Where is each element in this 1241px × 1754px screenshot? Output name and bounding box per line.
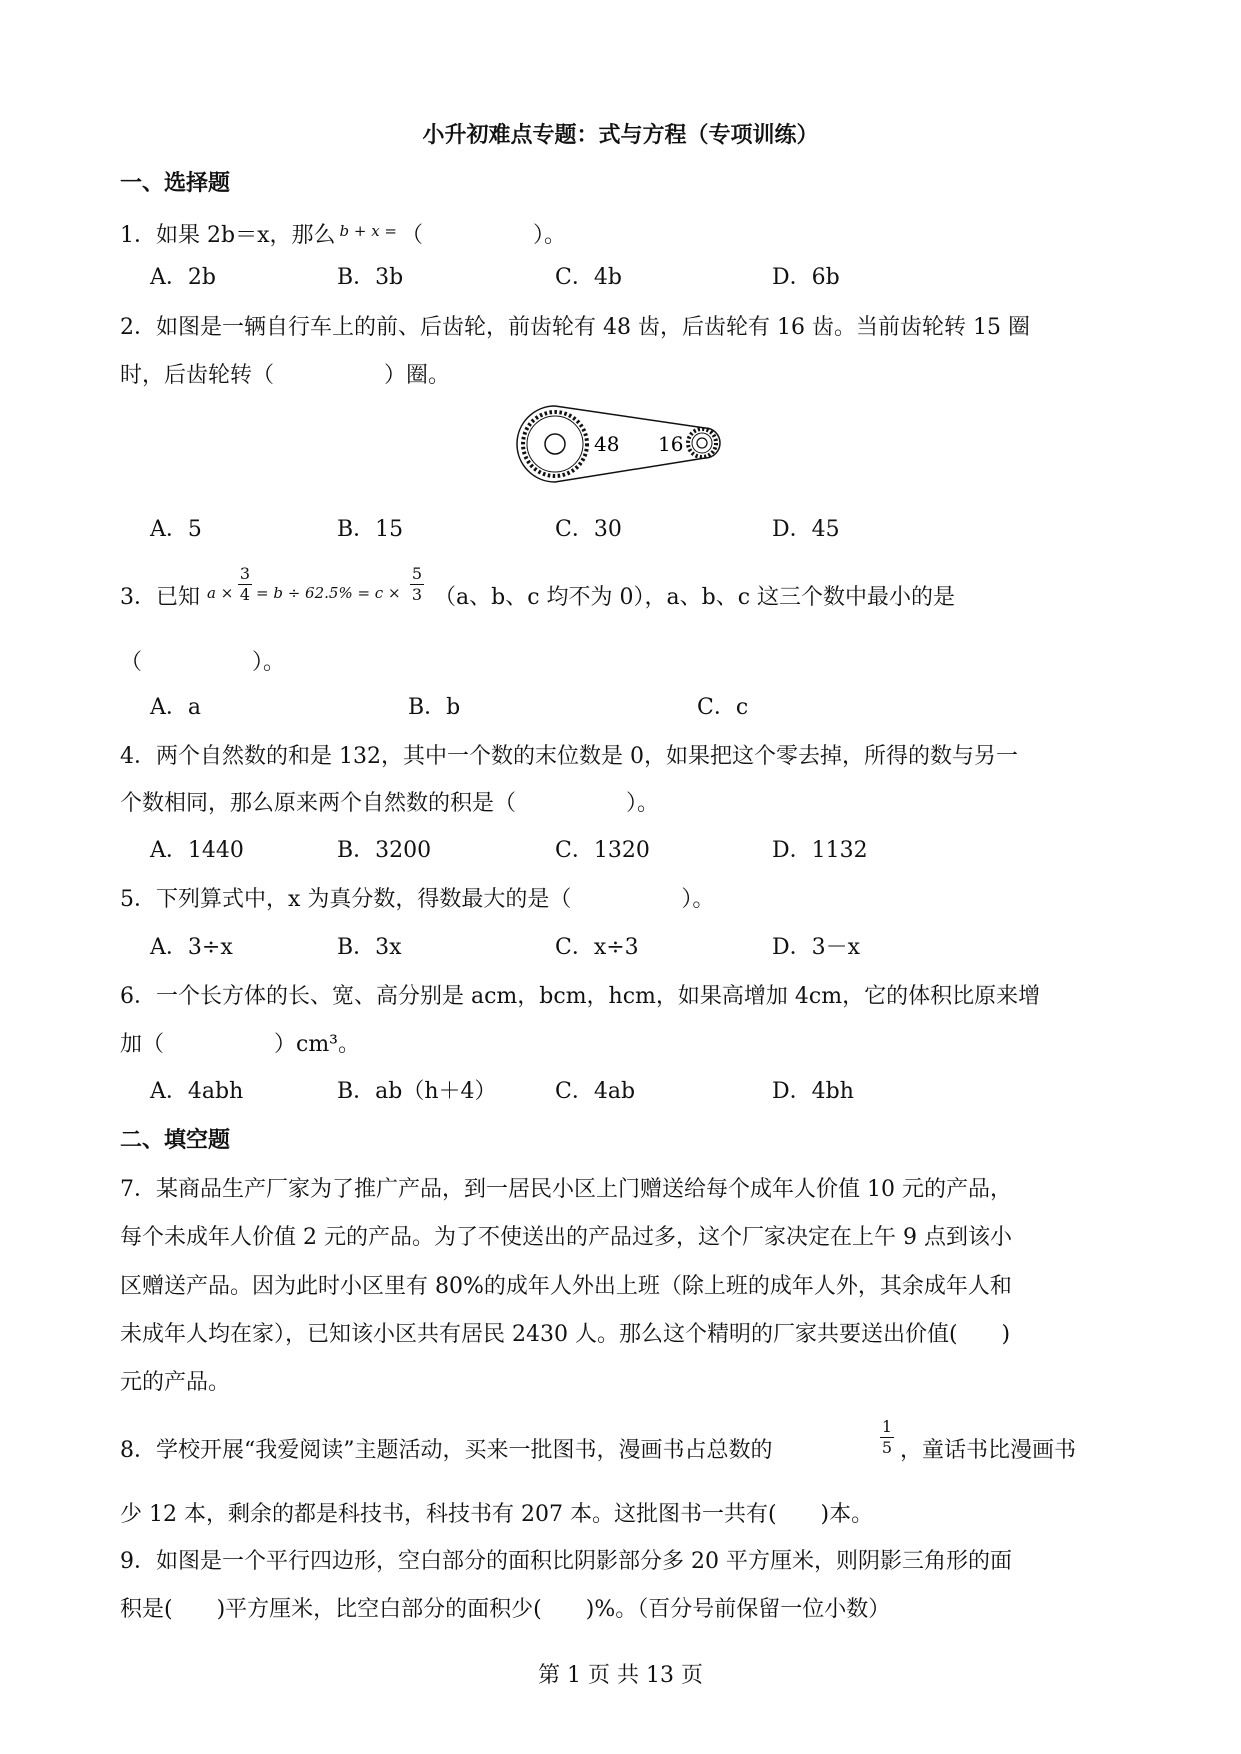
q3-f2-denominator: 3 [411,585,423,604]
q9-line1: 9．如图是一个平行四边形，空白部分的面积比阴影部分多 20 平方厘米，则阴影三角形的面 [120,1549,1012,1574]
q1-stem [120,216,566,251]
q1-option-a: A．2b [150,265,216,290]
q2-line1: 2．如图是一辆自行车上的前、后齿轮，前齿轮有 48 齿，后齿轮有 16 齿。当前齿轮转 15 圈 [120,315,1030,340]
q3-option-c: C．c [697,695,749,720]
q2-option-c: C．30 [555,517,622,542]
q1-text: 1．如果 2b＝x，那么 [120,223,336,248]
q3-option-b: B．b [408,695,461,720]
big-gear-label: 48 [594,432,620,456]
q4-option-a: A．1440 [150,838,244,863]
q2-line2: 时，后齿轮转（ ）圈。 [120,363,451,388]
q6-option-d: D．4bh [772,1079,854,1104]
q8-fraction [880,1418,894,1457]
q5-option-d: D．3－x [772,935,861,960]
q7-line4: 未成年人均在家），已知该小区共有居民 2430 人。那么这个精明的厂家共要送出价值( ) [120,1322,1011,1347]
q2-option-d: D．45 [772,517,840,542]
section-heading-choice: 一、选择题 [120,170,231,196]
page-title: 小升初难点专题：式与方程（专项训练） [422,122,819,148]
q3-prefix: 3．已知 [120,585,200,610]
q1-expression: b + x = [339,222,397,240]
q6-line2: 加（ ）cm³。 [120,1032,361,1057]
q4-line1: 4．两个自然数的和是 132，其中一个数的末位数是 0，如果把这个零去掉，所得的数与另一 [120,744,1018,769]
q4-line2: 个数相同，那么原来两个自然数的积是（ ）。 [120,791,660,816]
q2-option-a: A．5 [150,517,202,542]
q4-option-c: C．1320 [555,838,650,863]
q8-denominator: 5 [881,1438,893,1457]
q3-f1-numerator: 3 [239,564,251,583]
q3-option-a: A．a [150,695,202,720]
page-footer: 第 1 页 共 13 页 [538,1663,703,1688]
q3-suffix: （a、b、c 均不为 0），a、b、c 这三个数中最小的是 [434,585,956,610]
q5-option-a: A．3÷x [150,935,233,960]
q9-line2: 积是( )平方厘米，比空白部分的面积少( )%。（百分号前保留一位小数） [120,1597,891,1622]
q1-blank: （ ）。 [401,223,567,248]
q8-suffix: ，童话书比漫画书 [900,1438,1077,1463]
q7-line2: 每个未成年人价值 2 元的产品。为了不使送出的产品过多，这个厂家决定在上午 9 点到该小 [120,1225,1012,1250]
q7-line5: 元的产品。 [120,1370,231,1395]
q6-line1: 6．一个长方体的长、宽、高分别是 acm，bcm，hcm，如果高增加 4cm，它的体积比原来增 [120,984,1041,1009]
section-heading-fill: 二、填空题 [120,1127,231,1153]
q3-a-times: a × [207,584,234,602]
q3-middle: = b ÷ 62.5% = c × [256,584,401,602]
q1-option-c: C．4b [555,265,622,290]
q3-fraction-2 [410,565,424,604]
q8-line2: 少 12 本，剩余的都是科技书，科技书有 207 本。这批图书一共有( )本。 [120,1502,874,1527]
q8-prefix: 8．学校开展“我爱阅读”主题活动，买来一批图书，漫画书占总数的 [120,1438,773,1463]
q5-option-b: B．3x [337,935,402,960]
q6-option-b: B．ab（h＋4） [337,1079,497,1104]
q4-option-d: D．1132 [772,838,868,863]
q6-option-c: C．4ab [555,1079,636,1104]
q1-option-b: B．3b [337,265,404,290]
q3-f2-numerator: 5 [411,564,423,583]
gear-diagram [510,400,730,490]
q5-line1: 5．下列算式中，x 为真分数，得数最大的是（ ）。 [120,887,715,912]
q3-f1-denominator: 4 [239,585,251,604]
q2-option-b: B．15 [337,517,404,542]
q5-option-c: C．x÷3 [555,935,639,960]
q1-option-d: D．6b [772,265,840,290]
q7-line1: 7．某商品生产厂家为了推广产品，到一居民小区上门赠送给每个成年人价值 10 元的产品， [120,1177,1012,1202]
q8-numerator: 1 [881,1417,893,1436]
q6-option-a: A．4abh [150,1079,244,1104]
q4-option-b: B．3200 [337,838,432,863]
q7-line3: 区赠送产品。因为此时小区里有 80%的成年人外出上班（除上班的成年人外，其余成年人和 [120,1274,1012,1299]
q3-fraction-1 [238,565,252,604]
q3-line2: （ ）。 [120,650,286,675]
small-gear-label: 16 [658,432,684,456]
